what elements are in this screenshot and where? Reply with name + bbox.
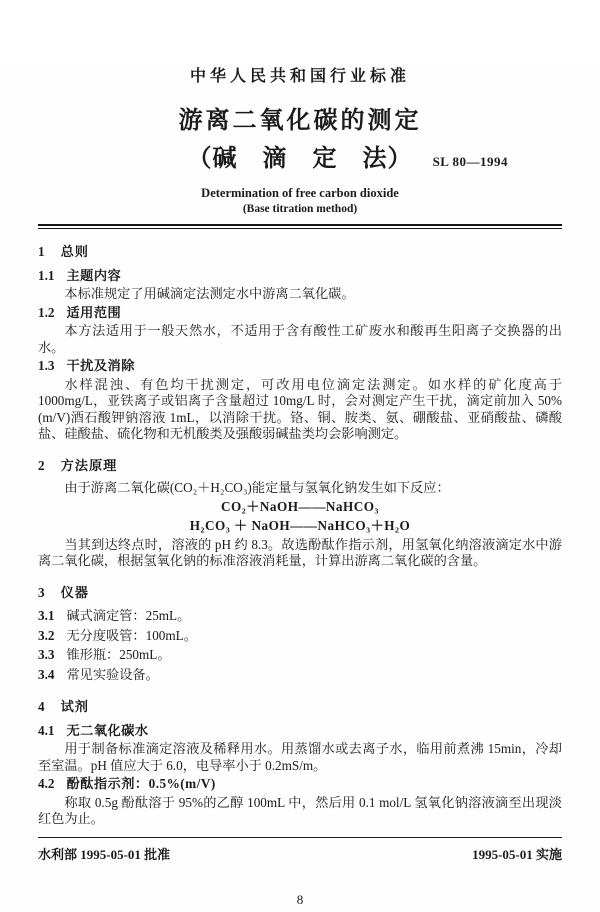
apparatus-item-3-2: [38, 627, 562, 646]
paragraph-co2-free-water: 用于制备标准滴定溶液及稀释用水。用蒸馏水或去离子水，临用前煮沸 15min，冷却至室温。pH 值应大于 6.0，电导率小于 0.2mS/m。: [38, 741, 562, 773]
document-body: [38, 239, 562, 828]
paragraph-interference: 水样混浊、有色均干扰测定，可改用电位滴定法测定。如水样的矿化度高于 1000mg/L，亚铁离子或铝离子含量超过 10mg/L 时，会对测定产生干扰，滴定前加入 50%(m/V)酒石酸钾钠溶液 1mL，以消除干扰。铬、铜、胺类、氨、硼酸盐、亚硝酸盐、磷酸盐、硅酸盐、硫化物和无机酸类及强酸弱碱盐类均会影响测定。: [38, 376, 562, 441]
apparatus-item-3-3: [38, 646, 562, 665]
clause-title: 无二氧化碳水: [66, 722, 149, 738]
implementation-note: 1995-05-01 实施: [472, 846, 562, 862]
clause-number: 4: [38, 699, 45, 714]
clause-number: 3.2: [38, 627, 55, 643]
apparatus-item-3-1: [38, 607, 562, 626]
clause-number: 1.2: [38, 304, 55, 320]
clause-heading-4-1: [38, 722, 562, 741]
paragraph-applicability: 本方法适用于一般天然水，不适用于含有酸性工矿废水和酸再生阳离子交换器的出水。: [38, 323, 562, 355]
standard-class-heading: 中华人民共和国行业标准: [189, 68, 410, 85]
clause-number: 3.4: [38, 666, 55, 682]
chemical-equation-1: CO₂＋NaOH——NaHCO₃: [220, 498, 380, 514]
item-text: 锥形瓶：250mL。: [66, 647, 171, 662]
section-heading-1: [38, 239, 562, 266]
clause-title: 总则: [60, 244, 89, 259]
clause-number: 3.1: [38, 608, 55, 623]
document-subtitle: （碱 滴 定 法）: [187, 145, 413, 172]
clause-heading-1-1: [38, 267, 562, 286]
clause-number: 1.1: [38, 267, 55, 283]
paragraph-scope: 本标准规定了用碱滴定法测定水中游离二氧化碳。: [64, 286, 355, 301]
clause-number: 3: [38, 584, 45, 600]
page-number: 8: [296, 891, 304, 907]
item-text: 无分度吸管：100mL。: [66, 627, 197, 643]
document-title-english: Determination of free carbon dioxide: [201, 186, 399, 200]
approval-note: 水利部 1995-05-01 批准: [38, 846, 171, 862]
paragraph-phenolphthalein: 称取 0.5g 酚酞溶于 95%的乙醇 100mL 中，然后用 0.1 mol/L 氢氧化钠溶液滴至出现淡红色为止。: [38, 794, 562, 826]
document-subtitle-english: (Base titration method): [242, 203, 358, 215]
clause-title: 干扰及消除: [66, 358, 135, 373]
clause-title: 试剂: [60, 699, 89, 714]
footer: [38, 844, 562, 863]
clause-title: 酚酞指示剂：0.5%(m/V): [66, 776, 216, 791]
clause-number: 4.1: [38, 722, 55, 738]
clause-heading-1-2: [38, 304, 562, 323]
paragraph-principle-end: 当其到达终点时，溶液的 pH 约 8.3。故选酚酞作指示剂，用氢氧化纳溶液滴定水中游离二氧化碳，根据氢氧化钠的标准溶液消耗量，计算出游离二氧化碳的含量。: [38, 536, 562, 568]
chemical-equation-2: H₂CO₃ ＋ NaOH——NaHCO₃＋H₂O: [189, 518, 411, 533]
subtitle-row: [38, 138, 562, 173]
clause-number: 1.3: [38, 358, 55, 373]
section-heading-4: [38, 694, 562, 721]
standard-number: SL 80—1994: [432, 154, 508, 169]
header-divider: [38, 224, 562, 229]
clause-title: 仪器: [60, 584, 89, 600]
document-page: [0, 63, 600, 912]
clause-number: 1: [38, 244, 45, 259]
clause-title: 方法原理: [60, 457, 118, 473]
clause-number: 3.3: [38, 647, 55, 662]
footer-divider: [38, 837, 562, 838]
paragraph-principle-intro: 由于游离二氧化碳(CO₂＋H₂CO₃)能定量与氢氧化钠发生如下反应：: [64, 480, 450, 495]
clause-heading-4-2: [38, 775, 562, 794]
apparatus-item-3-4: [38, 666, 562, 685]
item-text: 碱式滴定管：25mL。: [66, 608, 191, 623]
clause-heading-1-3: [38, 357, 562, 376]
clause-number: 4.2: [38, 776, 55, 791]
clause-title: 适用范围: [66, 304, 122, 320]
section-heading-3: [38, 580, 562, 607]
section-heading-2: [38, 453, 562, 480]
clause-number: 2: [38, 457, 45, 473]
item-text: 常见实验设备。: [66, 666, 159, 682]
clause-title: 主题内容: [66, 267, 122, 283]
document-title: 游离二氧化碳的测定: [178, 107, 422, 134]
